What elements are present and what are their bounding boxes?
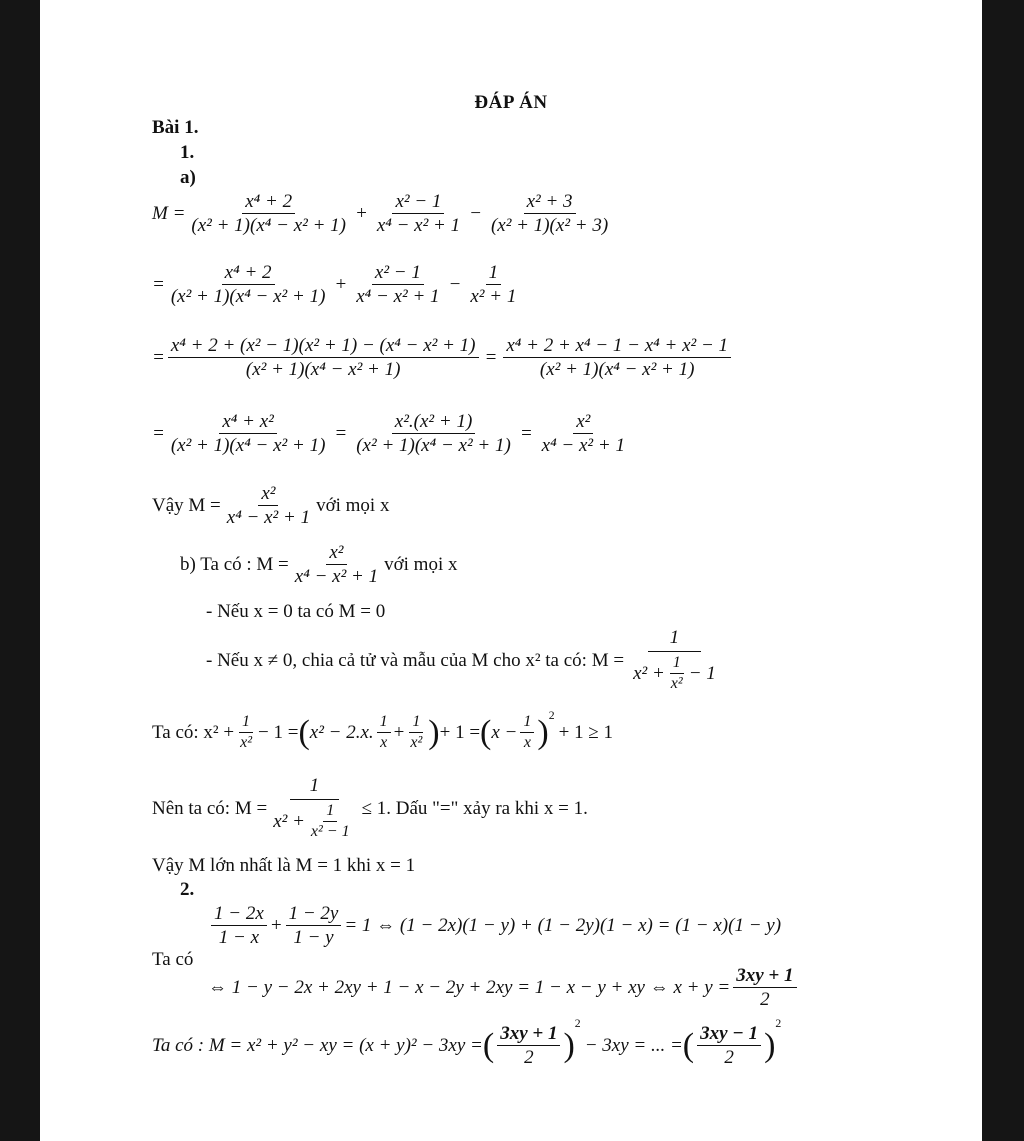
- p2-f1-num: 1 − 2x: [211, 904, 267, 926]
- max-frac-den-pre: x² +: [273, 811, 305, 832]
- final-close-paren-2: ): [764, 1026, 776, 1064]
- p2-f1-den: 1 − x: [218, 927, 260, 948]
- eq1-frac1-num: x⁴ + 2: [242, 192, 295, 214]
- final-f2-den: 2: [724, 1047, 734, 1068]
- section-bai-1: Bài 1.: [152, 117, 199, 138]
- conclusion-a-post: với mọi x: [316, 495, 390, 516]
- eq4-frac2-num: x².(x² + 1): [392, 412, 475, 434]
- case-frac-den-post: − 1: [688, 663, 716, 684]
- max-inner-num: 1: [323, 803, 337, 822]
- final-f1-num: 3xy + 1: [497, 1024, 560, 1046]
- part2-taco: Ta có: [152, 949, 194, 970]
- ineq-mid4: x −: [491, 722, 518, 743]
- eq2-lhs: =: [152, 274, 165, 295]
- case-inner-den: x²: [670, 675, 683, 692]
- eq1-frac3-num: x² + 3: [524, 192, 576, 214]
- case-x-nonzero-pre: - Nếu x ≠ 0, chia cả tử và mẫu của M cho x² ta có: M =: [206, 649, 625, 671]
- ineq-f4-num: 1: [520, 714, 534, 733]
- ineq-f4-den: x: [523, 734, 531, 751]
- eq2-frac3-den: x² + 1: [470, 286, 517, 307]
- equation-line-2: [152, 263, 522, 306]
- eq3-frac1-den: (x² + 1)(x⁴ − x² + 1): [245, 359, 401, 380]
- final-close-paren-1: ): [563, 1026, 575, 1064]
- max-frac-num: 1: [290, 776, 340, 800]
- p2-f2-den: 1 − y: [293, 927, 334, 948]
- eq3-frac2-num: x⁴ + 2 + x⁴ − 1 − x⁴ + x² − 1: [503, 336, 731, 358]
- eq1-op2: −: [469, 203, 482, 224]
- final-expression: Ta có : M = x² + y² − xy = (x + y)² − 3xy = ( $\frac{3xy + 1}{2}$ ) 2 − 3xy = ... = ( $\frac{3xy - 1}{2}$ ) 2: [152, 1017, 782, 1068]
- ineq-f2-den: x: [380, 734, 388, 751]
- ineq-open-paren-2: (: [480, 713, 492, 751]
- ineq-post: + 1 ≥ 1: [558, 722, 614, 743]
- p2-rest: = 1 ⇔ (1 − 2x)(1 − y) + (1 − 2y)(1 − x) = (1 − x)(1 − y): [344, 915, 782, 936]
- max-inner-den: x² − 1: [310, 823, 350, 840]
- p2-plus: +: [269, 915, 283, 936]
- ineq-plus: +: [393, 722, 405, 743]
- eq4-frac2-den: (x² + 1)(x⁴ − x² + 1): [356, 435, 511, 456]
- item-2-label: 2.: [180, 879, 195, 900]
- max-statement: [152, 776, 588, 840]
- case-x-zero: - Nếu x = 0 ta có M = 0: [206, 601, 386, 622]
- eq4-frac3-den: x⁴ − x² + 1: [541, 435, 625, 456]
- max-post: ≤ 1. Dấu "=" xảy ra khi x = 1.: [361, 797, 588, 819]
- eq1-frac2-den: x⁴ − x² + 1: [376, 215, 461, 236]
- eq1-frac2-num: x² − 1: [392, 192, 444, 214]
- part2-line-1: [208, 904, 781, 947]
- conclusion-a: [152, 484, 389, 527]
- eq2-frac1-num: x⁴ + 2: [222, 263, 275, 285]
- ineq-close-paren-2: ): [537, 713, 549, 751]
- eq2-frac2-num: x² − 1: [372, 263, 424, 285]
- part-b-post: với mọi x: [384, 554, 458, 575]
- conclusion-a-den: x⁴ − x² + 1: [226, 507, 311, 528]
- doc-title: ĐÁP ÁN: [474, 92, 548, 113]
- final-open-paren-1: (: [482, 1026, 495, 1064]
- ineq-mid2: x² − 2.x.: [309, 722, 374, 743]
- case-frac-num: 1: [648, 628, 702, 652]
- final-f2-num: 3xy − 1: [697, 1024, 761, 1046]
- eq4-eq2: =: [519, 423, 533, 444]
- part-b-den: x⁴ − x² + 1: [294, 566, 379, 587]
- eq1-op1: +: [354, 203, 368, 224]
- eq2-frac2-den: x⁴ − x² + 1: [356, 286, 440, 307]
- conclusion-a-num: x²: [258, 484, 278, 506]
- part-b-statement: [180, 543, 457, 586]
- ineq-f2-num: 1: [377, 714, 391, 733]
- eq1-lhs: M =: [152, 203, 186, 224]
- eq2-frac3-num: 1: [486, 263, 502, 285]
- p2-f2-num: 1 − 2y: [286, 904, 342, 926]
- final-f1-den: 2: [524, 1047, 534, 1068]
- eq4-frac3-num: x²: [573, 412, 593, 434]
- inequality-line: Ta có: x² + $\frac{1}{\text{x²}}$ − 1 = ( x² − 2.x. $\frac{1}{x}$ + $\frac{1}{\text{x²}}$ ) + 1 = ( x − $\frac{1}{x}$ ) 2 + 1 ≥ 1: [152, 709, 614, 751]
- eq2-op1: +: [334, 274, 348, 295]
- final-pre: Ta có : M = x² + y² − xy = (x + y)² − 3xy =: [152, 1035, 483, 1056]
- eq2-frac1-den: (x² + 1)(x⁴ − x² + 1): [170, 286, 326, 307]
- eq4-eq1: =: [334, 423, 348, 444]
- eq3-frac1-num: x⁴ + 2 + (x² − 1)(x² + 1) − (x⁴ − x² + 1): [168, 336, 479, 358]
- part-b-pre: b) Ta có : M =: [180, 554, 289, 575]
- part-b-num: x²: [326, 543, 346, 565]
- part-a-label: a): [180, 167, 196, 188]
- ineq-pre: Ta có: x² +: [152, 722, 235, 743]
- eq2-op2: −: [448, 274, 462, 295]
- case-frac-den-pre: x² +: [633, 663, 665, 684]
- equation-line-3: [152, 336, 734, 379]
- ineq-mid3: + 1 =: [439, 722, 481, 743]
- case-inner-num: 1: [670, 655, 684, 674]
- ineq-f3-num: 1: [409, 714, 423, 733]
- conclusion-a-pre: Vậy M =: [152, 495, 221, 516]
- final-mid: − 3xy = ... =: [584, 1035, 683, 1056]
- part2-line-2: [208, 966, 800, 1009]
- ineq-f1-num: 1: [239, 714, 253, 733]
- equation-line-1: [152, 192, 614, 235]
- document-page: [40, 0, 982, 1141]
- eq4-frac1-num: x⁴ + x²: [219, 412, 277, 434]
- max-pre: Nên ta có: M =: [152, 797, 268, 819]
- conclusion-b: Vậy M lớn nhất là M = 1 khi x = 1: [152, 855, 416, 876]
- ineq-mid1: − 1 =: [258, 722, 299, 743]
- p2-line2-pre: ⇔ 1 − y − 2x + 2xy + 1 − x − 2y + 2xy = 1 − x − y + xy ⇔ x + y =: [208, 977, 731, 998]
- p2-line2-num: 3xy + 1: [733, 966, 796, 988]
- eq4-frac1-den: (x² + 1)(x⁴ − x² + 1): [170, 435, 326, 456]
- ineq-close-paren-1: ): [428, 713, 440, 751]
- case-x-nonzero: [206, 628, 722, 692]
- equation-line-4: [152, 412, 631, 455]
- eq1-frac1-den: (x² + 1)(x⁴ − x² + 1): [191, 215, 346, 236]
- ineq-open-paren-1: (: [298, 713, 310, 751]
- ineq-f1-den: x²: [240, 734, 252, 751]
- eq3-frac2-den: (x² + 1)(x⁴ − x² + 1): [539, 359, 695, 380]
- p2-line2-den: 2: [760, 989, 770, 1010]
- final-open-paren-2: (: [682, 1026, 695, 1064]
- ineq-f3-den: x²: [410, 734, 423, 751]
- eq1-frac3-den: (x² + 1)(x² + 3): [490, 215, 609, 236]
- eq3-eq: =: [484, 347, 498, 368]
- eq4-lhs: =: [152, 423, 165, 444]
- item-1-label: 1.: [180, 142, 195, 163]
- eq3-lhs: =: [152, 347, 165, 368]
